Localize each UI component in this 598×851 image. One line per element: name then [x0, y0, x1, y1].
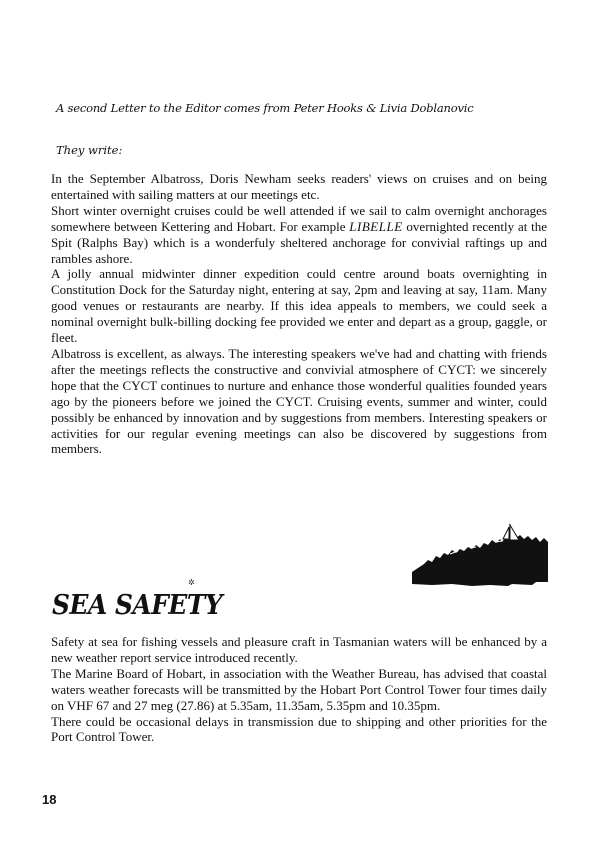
letter-text: overnighted recently at the Spit (Ralphs Bay) which is a wonderfuly sheltered anchorage for convivial raftings up and rambles ashore. — [51, 218, 547, 266]
safety-paragraph: Safety at sea for fishing vessels and pleasure craft in Tasmanian waters will be enhanced by a new weather report service introduced recently. — [51, 634, 547, 665]
letter-text: Short winter overnight cruises could be well attended if we sail to calm overnight anchorages somewhere between Kettering and Hobart. For example — [51, 202, 547, 234]
they-write-caption: They write: — [56, 143, 123, 157]
letter-paragraph: In the September Albatross, Doris Newham seeks readers' views on cruises and on being entertained with sailing matters at our meetings etc. — [51, 171, 547, 202]
safety-paragraph: There could be occasional delays in transmission due to shipping and other priorities for the Port Control Tower. — [51, 713, 547, 745]
letter-paragraph: A jolly annual midwinter dinner expedition could centre around boats overnighting in Constitution Dock for the Saturday night, entering at say, 2pm and leaving at say, 11am. Many good venues or restaurants are nearby. If this idea appeals to members, we could seek a nominal overnight bulk-billing docking fee provided we enter and depart as a group, gaggle, or fleet. — [51, 266, 547, 346]
letter-body — [51, 171, 547, 457]
section-title: SEA SAFETY — [52, 590, 223, 621]
sailboat-shape — [501, 524, 521, 546]
sea-waves-shape — [412, 534, 548, 586]
letter-introduction: A second Letter to the Editor comes from Peter Hooks & Livia Doblanovic — [56, 101, 474, 115]
sailboat-on-waves-icon — [412, 520, 548, 590]
letter-paragraph — [51, 203, 547, 267]
page-number: 18 — [42, 792, 57, 807]
letter-paragraph: Albatross is excellent, as always. The interesting speakers we've had and chatting with friends after the meetings reflects the constructive and convivial atmosphere of CYCT: we sincerely hope that the CYCT continues to nurture and enhance those wonderful qualities founded years ago by the pioneers before we joined the CYCT. Cruising events, summer and winter, could possibly be enhanced by innovation and by suggestions from members. Interesting speakers or activities for our regular evening meetings can also be discovered by suggestions from members. — [51, 345, 547, 457]
boat-name: LIBELLE — [349, 218, 403, 234]
sea-safety-body — [51, 634, 547, 745]
safety-paragraph: The Marine Board of Hobart, in association with the Weather Bureau, has advised that coastal waters weather forecasts will be transmitted by the Hobart Port Control Tower four times daily on VHF 67 and 27 meg (27.86) at 5.35am, 11.35am, 5.35pm and 10.35pm. — [51, 665, 547, 713]
decorative-mark: ✲ — [188, 578, 195, 587]
